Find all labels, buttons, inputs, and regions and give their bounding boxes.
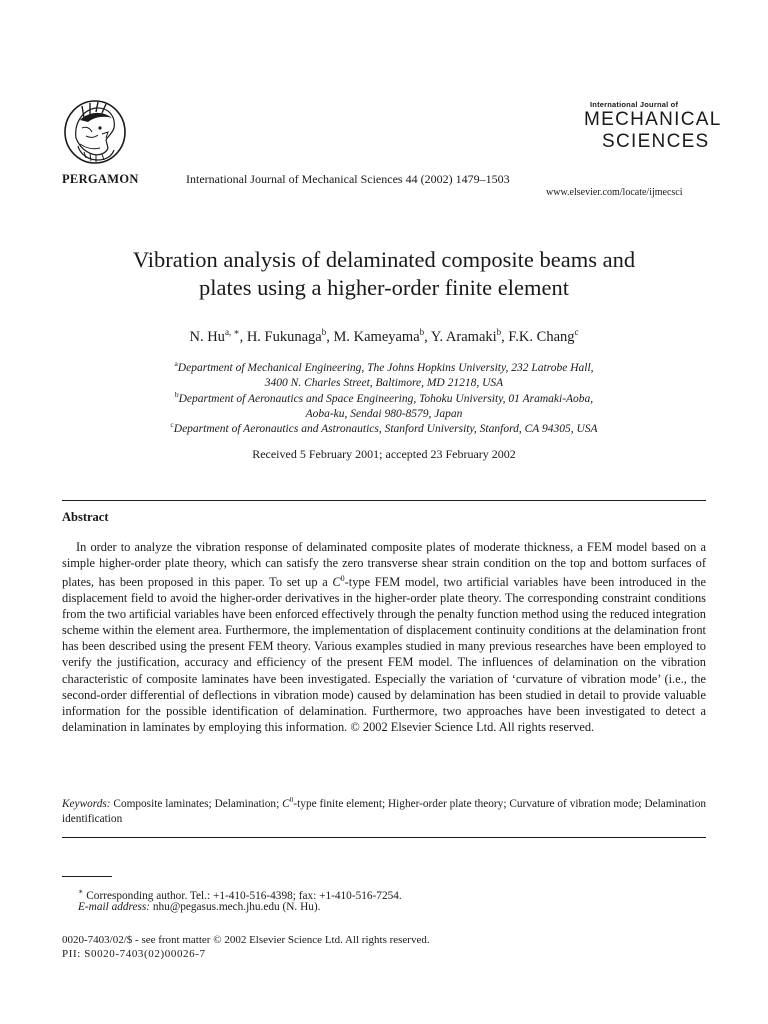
c0-symbol: C (332, 575, 341, 590)
c0-symbol: C (282, 797, 290, 810)
affiliation-line: Department of Aeronautics and Space Engineering, Tohoku University, 01 Aramaki-Aoba, (178, 392, 594, 405)
c0-superscript: 0 (289, 795, 294, 804)
journal-citation: International Journal of Mechanical Sciences 44 (2002) 1479–1503 (186, 172, 510, 186)
author-affil-marker: b (419, 327, 425, 337)
affiliation-line: Aoba-ku, Sendai 980-8579, Japan (305, 408, 463, 421)
affiliation-line: 3400 N. Charles Street, Baltimore, MD 21218, USA (264, 377, 504, 390)
keywords-text: -type finite element; Higher-order plate theory; Curvature of vibration mode; Delamination identification (62, 797, 706, 825)
pii-line: PII: S0020-7403(02)00026-7 (62, 948, 206, 960)
affiliation-marker: c (170, 420, 174, 429)
divider (62, 837, 706, 838)
abstract-heading: Abstract (62, 510, 109, 524)
author-affil-marker: c (574, 327, 579, 337)
footnote-text: Corresponding author. Tel.: +1-410-516-4398; fax: +1-410-516-7254. (83, 889, 402, 902)
journal-logo-line2: SCIENCES (602, 131, 710, 152)
footnote-rule (62, 876, 112, 877)
affiliation-marker: a (174, 359, 178, 368)
paper-title (60, 246, 708, 302)
author-name: M. Kameyama (333, 328, 420, 345)
author-affil-marker: b (321, 327, 327, 337)
author-name: F.K. Chang (508, 328, 575, 345)
affiliation-line: Department of Mechanical Engineering, The Johns Hopkins University, 232 Latrobe Hall, (177, 361, 594, 374)
email-label: E-mail address: (78, 901, 151, 913)
pergamon-logo-icon (62, 98, 128, 170)
author-affil-marker: b (496, 327, 502, 337)
journal-url[interactable]: www.elsevier.com/locate/ijmecsci (546, 187, 683, 198)
author-name: N. Hu (189, 328, 225, 345)
divider (62, 500, 706, 501)
affiliation-line: Department of Aeronautics and Astronautics, Stanford University, Stanford, CA 94305, USA (173, 422, 598, 435)
received-dates: Received 5 February 2001; accepted 23 February 2002 (252, 447, 516, 461)
c0-superscript: 0 (340, 574, 345, 584)
journal-logo-subtitle: International Journal of (590, 100, 679, 109)
journal-logo (584, 100, 722, 153)
author-name: Y. Aramaki (430, 328, 497, 345)
front-matter-line: 0020-7403/02/$ - see front matter © 2002 Elsevier Science Ltd. All rights reserved. (62, 934, 430, 946)
footnote-marker: ∗ (78, 887, 84, 896)
affiliation-c (60, 417, 708, 437)
keywords-text: Composite laminates; Delamination; (110, 797, 283, 810)
title-line-1: Vibration analysis of delaminated composite beams and (132, 247, 636, 272)
keywords-label: Keywords: (62, 797, 111, 810)
author-affil-marker: a, ∗ (224, 327, 240, 337)
author-name: H. Fukunaga (246, 328, 322, 345)
email-note (78, 900, 320, 915)
journal-logo-line1: MECHANICAL (584, 109, 722, 130)
publisher-name: PERGAMON (62, 172, 139, 186)
abstract-text (62, 539, 706, 735)
author-list: N. $Hu^{a, ∗}$, H. Fukunaga$^b$, M. Kameyama$^b$, Y. Aramaki$^b$, F.K. Chang$^c$ (189, 327, 579, 345)
keywords (62, 792, 706, 827)
title-line-2: plates using a higher-order finite element (198, 275, 570, 300)
affiliation-marker: b (174, 390, 179, 399)
abstract-text-part: -type FEM model, two artificial variables have been introduced in the displacement field to avoid the higher-order derivatives in the higher-order plate theory. The corresponding constraint conditions from the two artificial variables have been enforced effectively through the penalty function method using the reduced integration scheme within the element area. Furthermore, the implementation of displacement continuity conditions at the delamination front has been described using the present FEM theory. Various examples studied in many previous researches have been employed to verify the justification, accuracy and efficiency of the present FEM model. The influences of delamination on the vibration characteristic of composite laminates have been investigated. Especially the variation of ‘curvature of vibration mode’ (i.e., the second-order differential of deflections in vibration mode) caused by delamination has been studied in detail to provide valuable information for the possible identification of delamination. Furthermore, two approaches have been investigated to detect a delamination in laminates by employing this information. © 2002 Elsevier Science Ltd. All rights reserved. (62, 575, 707, 734)
abstract-text-part: In order to analyze the vibration response of delaminated composite plates of moderate thickness, a FEM model based on a simple higher-order plate theory, which can satisfy the zero transverse shear strain condition on the top and bottom surfaces of plates, has been proposed in this paper. To set up a (62, 540, 706, 590)
email-address[interactable]: nhu@pegasus.mech.jhu.edu (N. Hu). (150, 901, 321, 913)
